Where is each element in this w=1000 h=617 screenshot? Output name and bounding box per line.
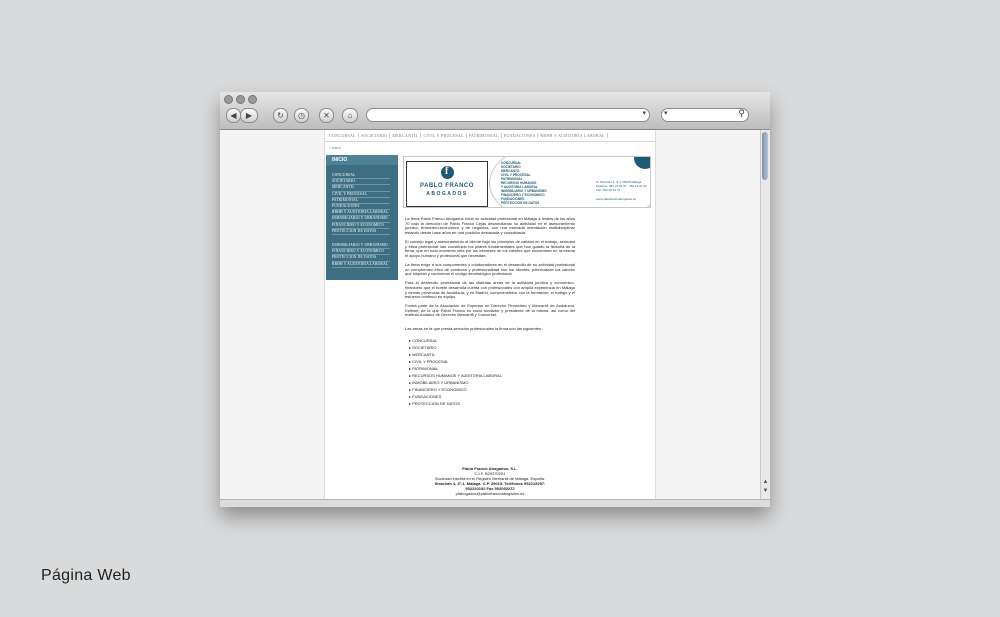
service-item: ▸ SOCIETARIO [409,344,575,351]
banner-address: C/ Strachan 4, 4º-1 29015 Málaga [596,180,642,184]
body-paragraph: Para el desarrollo profesional de las distintas areas de la actividad jurídica y económico-financiero que el bufete desarrolla cuenta con profesionales con amplia experiencia en Málaga y demás provincias de Andalucía, y en Madrid, comprometidos con la formación, el trabajo y el esfuerzo continuo en equipo. [405,280,575,300]
sidebar-item[interactable]: SOCIETARIO [332,179,390,185]
scrollbar-thumb[interactable] [762,132,768,180]
service-item: ▸ FINANCIERO Y ECONOMICO [409,386,575,393]
topnav-item-concursal[interactable]: CONCURSAL [327,133,359,138]
forward-button[interactable] [240,108,258,123]
vertical-scrollbar[interactable] [760,130,770,500]
sidebar-item[interactable]: FINANCIERO Y ECONOMICO [332,249,390,255]
search-field[interactable] [661,108,749,122]
sidebar-item[interactable]: FUNDACIONES [332,204,390,210]
banner-area: CONCURSAL [501,161,522,165]
banner-contact [596,181,650,202]
topnav-item-patrimonial[interactable]: PATRIMONIAL [467,133,502,138]
service-item: ▸ PROTECCION DE DATOS [409,400,575,407]
firm-logo[interactable] [406,161,488,207]
image-caption: Página Web [41,567,131,584]
logo-name: PABLO FRANCO [420,183,474,189]
service-item: ▸ RECURSOS HUMANOS Y AUDITORIA LABORAL [409,372,575,379]
minimize-window-button[interactable] [236,95,245,104]
services-list [405,337,575,407]
window-controls [224,95,257,104]
banner-area: SOCIETARIO [501,165,521,169]
sidebar-item[interactable]: MERCANTIL [332,185,390,191]
service-item: ▸ CONCURSAL [409,337,575,344]
page-footer [405,467,575,496]
sidebar-header[interactable]: INICIO [326,155,398,165]
banner-phone: Teléfono: 952 21 92 97 · 952 22 01 92 [596,183,647,188]
banner-area: PATRIMONIAL [501,177,523,181]
topnav-item-mercantil[interactable]: MERCANTIL [390,133,421,138]
banner-area: FUNDACIONES [501,197,525,201]
home-button[interactable] [342,108,358,123]
sidebar-item[interactable]: RRHH Y AUDITORÍA LABORAL [332,210,390,216]
banner-area: PROTECCION DE DATOS [501,201,540,205]
service-item: ▸ CIVIL Y PROCESAL [409,358,575,365]
service-item: ▸ FUNDACIONES [409,393,575,400]
stop-icon: ✕ [323,111,330,120]
topnav-item-civil[interactable]: CIVIL Y PROCESAL [421,133,466,138]
footer-phone-fax: 952220192 Fax 952060272 [465,485,515,491]
services-intro: Las areas en la que presta servicios profesionales la firma son las siguientes : [405,326,544,332]
header-banner [403,156,651,208]
banner-area: INMOBILIARIO Y URBANISMO [501,189,547,193]
scroll-down-icon[interactable]: ▼ [762,488,769,494]
topnav-item-rrhh[interactable]: RRHH Y AUDITORÍA LABORAL [538,133,608,138]
banner-area: Y AUDITORIA LABORAL [501,185,538,189]
sidebar-item[interactable]: CONCURSAL [332,173,390,179]
service-item: ▸ PATRIMONIAL [409,365,575,372]
browser-toolbar [220,92,770,130]
stop-button[interactable] [319,108,334,123]
forward-arrow-icon: ▶ [245,111,253,120]
back-arrow-icon: ◀ [230,111,237,120]
sidebar-item[interactable]: INMOBILIARIO Y URBANISMO [332,216,390,222]
top-navigation [325,130,655,142]
banner-area: CIVIL Y PROCESAL [501,173,531,177]
footer-cif: C.I.F. B29370201 [474,470,506,476]
sidebar-item[interactable]: FINANCIERO Y ECONOMICO [332,223,390,229]
footer-address: Strachan 4, 4º-1. Málaga. C.P. 29015. Teléfonos 952219297· [434,480,546,486]
zoom-window-button[interactable] [248,95,257,104]
back-button[interactable] [226,108,241,123]
topnav-item-fundaciones[interactable]: FUNDACIONES [502,133,539,138]
breadcrumb-home-link[interactable]: Inicio [331,145,341,150]
web-page [324,130,656,500]
banner-fax: Fax: 952 06 02 72 [596,187,621,192]
logo-letter: f [445,166,449,177]
footer-registry: Sociedad inscrita en el Registro Mercantil de Málaga. España. [434,475,546,481]
footer-company: Pablo Franco Abogados, S.L. [462,466,518,471]
address-dropdown-icon[interactable]: ▾ [642,110,646,117]
sidebar-item[interactable]: RRHH Y AUDITORÍA LABORAL [332,262,390,268]
search-icon[interactable]: ⚲ [738,108,745,118]
search-engine-dropdown-icon[interactable]: ▾ [664,110,668,117]
sidebar-spacer [332,235,390,243]
sidebar-item[interactable]: PATRIMONIAL [332,198,390,204]
breadcrumb: › Inicio [329,145,341,150]
banner-area: FINANCIERO Y ECONOMICO [501,193,545,197]
clock-icon: ◷ [298,111,305,120]
address-bar[interactable] [366,108,650,122]
close-window-button[interactable] [224,95,233,104]
banner-area: RECURSOS HUMANOS [501,181,537,185]
home-icon: ⌂ [347,111,353,120]
history-button[interactable] [294,108,309,123]
scroll-up-icon[interactable]: ▲ [762,479,769,485]
sidebar-item[interactable]: INMOBILIARIO Y URBANISMO [332,243,390,249]
sidebar-menu [326,173,398,268]
banner-area: MERCANTIL [501,169,520,173]
reload-button[interactable] [273,108,288,123]
main-content [405,217,575,407]
sidebar-item[interactable]: PROTECCIÓN DE DATOS [332,229,390,235]
banner-areas-list [501,161,547,205]
logo-subtitle: ABOGADOS [426,191,468,197]
sidebar-item[interactable]: CIVIL Y PROCESAL [332,192,390,198]
sidebar-item[interactable]: PROTECCIÓN DE DATOS [332,255,390,261]
body-paragraph: Forma parte de la Asociación de Expertos en Derecho Financiero y Mercantil de Andalucía, Esfimer, de la que Pablo Franco es socio fundador y presidente de la misma, así como del Instituto Andaluz de Derecho Mercantil y Concursal. [405,303,575,318]
browser-window [220,92,770,507]
logo-emblem [441,166,454,179]
footer-email-link[interactable]: pfabogados@pablofrancoabogados.es [455,490,525,496]
sidebar [326,155,398,280]
topnav-item-societario[interactable]: SOCIETARIO [359,133,390,138]
service-item: ▸ MERCANTIL [409,351,575,358]
body-paragraph: La firma exige a sus componentes y colaboradores en el desarrollo de su actividad profesional un compromiso ético de conducta y profesionalidad con los clientes, potenciando los valores que inspiran y conforman el código deontológico profesional. [405,261,575,277]
status-bar [220,499,770,507]
body-paragraph: El consejo legal y asesoramiento al cliente bajo los principios de calidad en el trabajo, seriedad y ética profesional han constituido los pilares fundamentales que han guiado la filosofía de la firma, que en todo momento vela por los intereses de los clientes que encuentran en la misma el apoyo humano y profesional que necesitan. [405,238,575,258]
reload-icon: ↻ [277,111,284,120]
intro-paragraph: La firma Pablo Franco Abogados inició su actividad profesional en Málaga a finales de los años 70 bajo la dirección de Pablo Franco Cejas desarrollando su actividad en el asesoramiento jurídico, financiero-económico y de negocios, con una marcada orientación multidisciplinar estando desde hace años en una posición destacada y consolidada. [405,216,575,235]
service-item: ▸ INMOBILIARIO Y URBANISMO [409,379,575,386]
banner-web[interactable]: www.pablofrancoabogados.es [596,197,637,202]
